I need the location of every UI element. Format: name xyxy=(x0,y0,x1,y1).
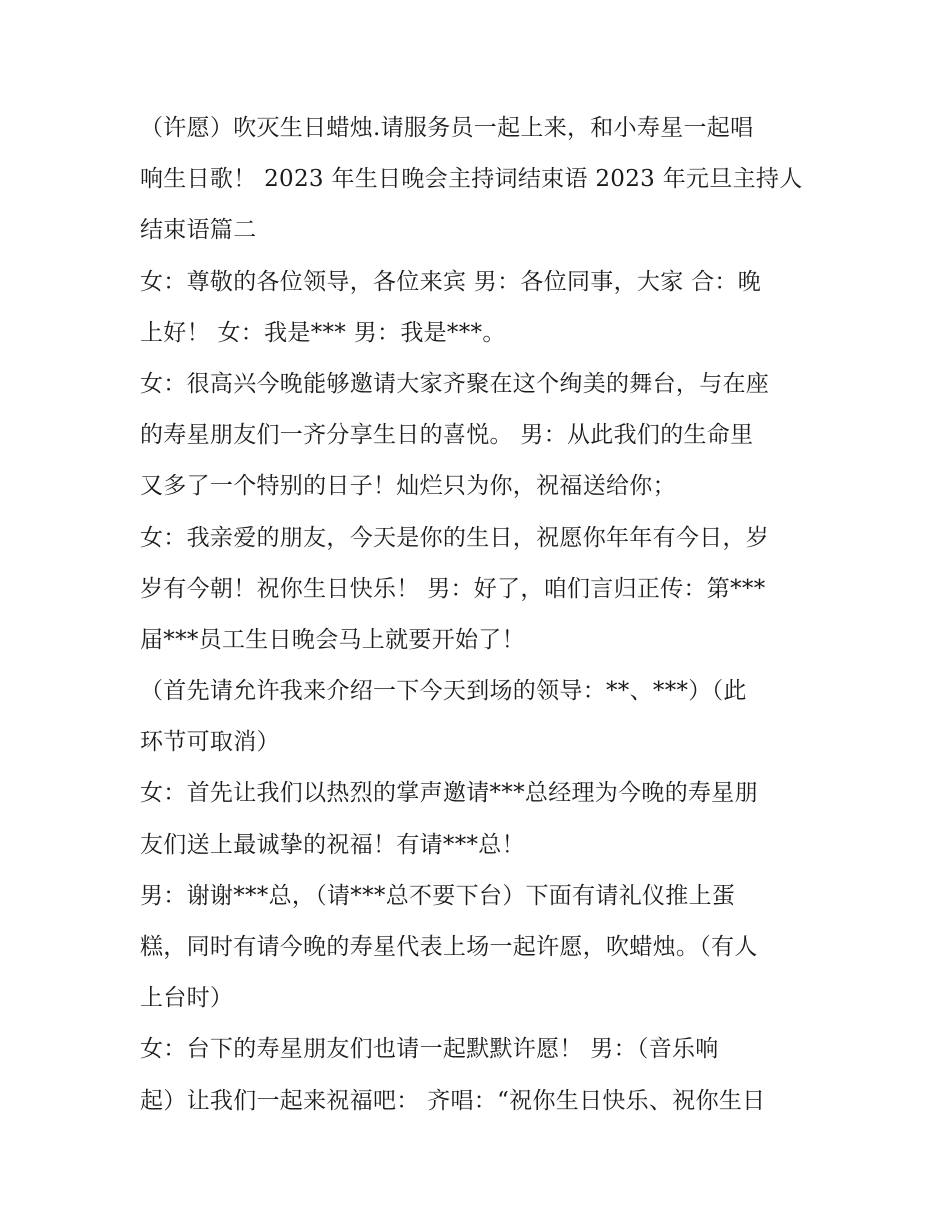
text-line: 女：尊敬的各位领导，各位来宾 男：各位同事，大家 合：晚 xyxy=(140,268,762,295)
text-line: 女：台下的寿星朋友们也请一起默默许愿！ 男：（音乐响 xyxy=(140,1036,719,1063)
text-line: 上好！ 女：我是*** 男：我是***。 xyxy=(140,319,506,346)
document-body xyxy=(140,103,830,1127)
text-line: （首先请允许我来介绍一下今天到场的领导：**、***）（此 xyxy=(140,678,747,705)
text-line: （许愿）吹灭生日蜡烛.请服务员一起上来，和小寿星一起唱 xyxy=(140,115,754,141)
text-line: 友们送上最诚挚的祝福！有请***总！ xyxy=(140,831,525,858)
text-line: 响生日歌！ 2023 年生日晚会主持词结束语 2023 年元旦主持人 xyxy=(140,166,803,193)
text-line: 上台时） xyxy=(140,985,234,1012)
text-line: 女：首先让我们以热烈的掌声邀请***总经理为今晚的寿星朋 xyxy=(140,780,758,807)
text-line: 岁有今朝！祝你生日快乐！ 男：好了，咱们言归正传：第*** xyxy=(140,575,766,602)
text-line: 糕，同时有请今晚的寿星代表上场一起许愿，吹蜡烛。（有人 xyxy=(140,934,758,960)
text-line: 的寿星朋友们一齐分享生日的喜悦。 男：从此我们的生命里 xyxy=(140,422,754,449)
text-line: 又多了一个特别的日子！灿烂只为你，祝福送给你； xyxy=(140,473,676,500)
text-line: 起）让我们一起来祝福吧： 齐唱：“祝你生日快乐、祝你生日 xyxy=(140,1087,766,1114)
text-line: 环节可取消） xyxy=(140,729,280,756)
text-line: 结束语篇二 xyxy=(140,217,257,244)
text-line: 女：我亲爱的朋友，今天是你的生日，祝愿你年年有今日，岁 xyxy=(140,524,770,551)
text-line: 男：谢谢***总，（请***总不要下台）下面有请礼仪推上蛋 xyxy=(140,882,736,909)
text-line: 女：很高兴今晚能够邀请大家齐聚在这个绚美的舞台，与在座 xyxy=(140,370,770,397)
text-line: 届***员工生日晚会马上就要开始了！ xyxy=(140,626,525,653)
